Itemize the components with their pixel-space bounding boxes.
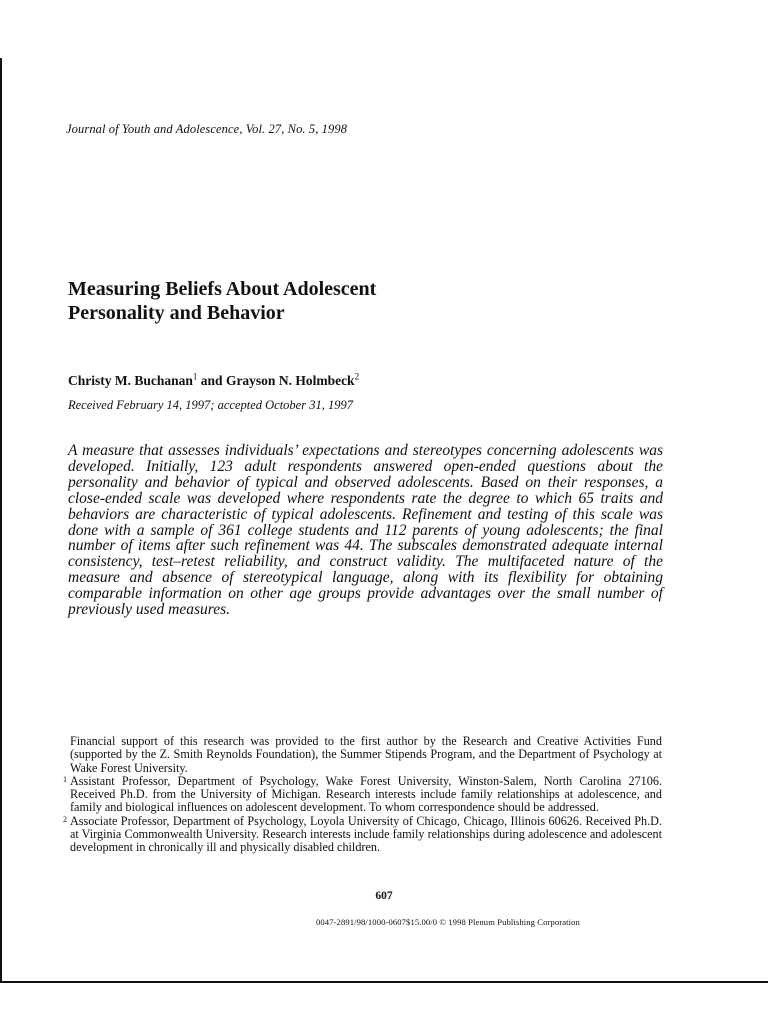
page-number: 607 [375, 890, 393, 902]
footnote-1-mark: 1 [63, 774, 67, 784]
article-title [68, 277, 628, 325]
author-connector: and [197, 373, 226, 388]
received-dates: Received February 14, 1997; accepted October 31, 1997 [68, 398, 353, 412]
footnote-1 [63, 773, 662, 815]
footnotes [63, 734, 662, 855]
author-2-name: Grayson N. Holmbeck [225, 373, 355, 388]
author-1-name: Christy M. Buchanan [68, 373, 193, 388]
footnote-2-text: Associate Professor, Department of Psychology, Loyola University of Chicago, Chicago, Illinois 60626. Received Ph.D. at Virginia Commonwealth University. Research interests include family relationships during adolescence and adolescent development in chronically ill and physically disabled children. [70, 813, 662, 855]
author-list [68, 373, 359, 389]
abstract: A measure that assesses individuals’ expectations and stereotypes concerning adolescents was developed. Initially, 123 adult respondents answered open-ended questions about the personality and behavior of typical and observed adolescents. Based on their responses, a close-ended scale was developed where respondents rate the degree to which 65 traits and behaviors are characteristic of typical adolescents. Refinement and testing of this scale was done with a sample of 361 college students and 112 parents of young adolescents; the final number of items after such refinement was 44. The subscales demonstrated adequate internal consistency, test–retest reliability, and construct validity. The multifaceted nature of the measure and absence of stereotypical language, along with its flexibility for obtaining comparable information on other age groups provide advantages over the small number of previously used measures. [68, 442, 663, 619]
author-2-footnote-mark: 2 [354, 371, 360, 382]
footnote-2-mark: 2 [63, 814, 67, 824]
title-line-2: Personality and Behavior [68, 302, 285, 324]
journal-citation: Journal of Youth and Adolescence, Vol. 27, No. 5, 1998 [66, 122, 348, 136]
author-1-footnote-mark: 1 [192, 371, 198, 382]
funding-note: Financial support of this research was provided to the first author by the Research and Creative Activities Fund (supported by the Z. Smith Reynolds Foundation), the Summer Stipends Program, and the Department of Psychology at Wake Forest University. [70, 734, 662, 775]
copyright-line: 0047-2891/98/1000-0607$15.00/0 © 1998 Plenum Publishing Corporation [316, 917, 580, 927]
title-line-1: Measuring Beliefs About Adolescent [68, 278, 377, 300]
footnote-1-text: Assistant Professor, Department of Psychology, Wake Forest University, Winston-Salem, North Carolina 27106. Received Ph.D. from the University of Michigan. Research interests include family relationships at adolescence, and family and biological influences on adolescent development. To whom correspondence should be addressed. [70, 773, 662, 815]
footnote-2 [63, 813, 662, 855]
